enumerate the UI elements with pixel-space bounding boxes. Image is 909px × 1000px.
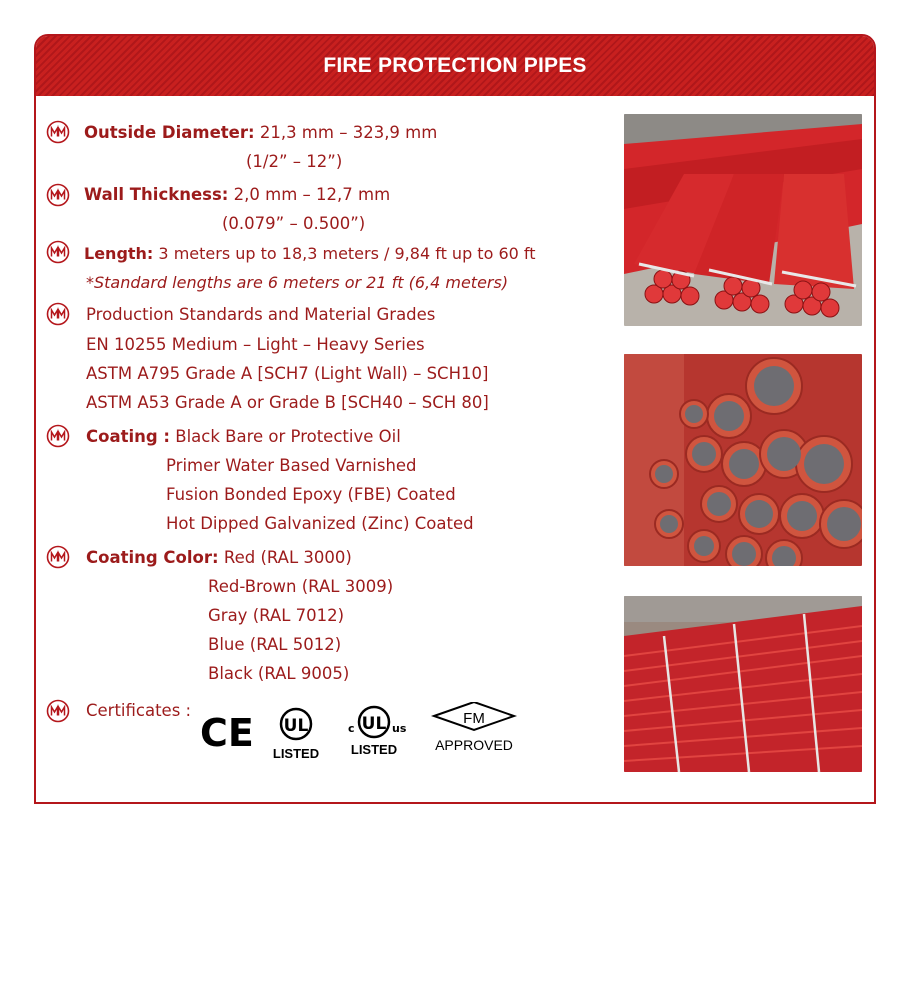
coating-color-item: Black (RAL 9005) xyxy=(208,664,350,683)
coating-color-item: Blue (RAL 5012) xyxy=(208,635,342,654)
wall-thickness-row xyxy=(84,180,390,209)
cul-mark-text: UL xyxy=(361,714,387,734)
coating-color-item: Gray (RAL 7012) xyxy=(208,606,345,625)
standards-label: Production Standards and Material Grades xyxy=(86,305,436,324)
page-title: FIRE PROTECTION PIPES xyxy=(323,54,587,77)
coating-color-item: Red-Brown (RAL 3009) xyxy=(208,577,394,596)
ul-listed-mark xyxy=(272,702,320,762)
wall-thickness-label: Wall Thickness: xyxy=(84,185,229,204)
outside-diameter-label: Outside Diameter: xyxy=(84,123,255,142)
coating-color-row xyxy=(86,543,352,572)
wall-thickness-value: 2,0 mm – 12,7 mm xyxy=(233,185,391,204)
ul-listed-text: LISTED xyxy=(272,746,320,761)
coating-color-item: Red (RAL 3000) xyxy=(223,548,352,567)
photo-pipe-stacks xyxy=(624,596,862,772)
fm-approved-mark xyxy=(434,702,514,753)
cul-us-text: us xyxy=(392,722,407,735)
photo-pipe-bundles xyxy=(624,114,862,326)
fm-mark-text: FM xyxy=(463,710,485,727)
coating-item: Hot Dipped Galvanized (Zinc) Coated xyxy=(166,514,474,533)
standard-item: ASTM A795 Grade A [SCH7 (Light Wall) – SCH10] xyxy=(86,364,489,383)
certificate-logos xyxy=(196,702,566,766)
cul-listed-text: LISTED xyxy=(350,742,398,757)
certificates-label: Certificates : xyxy=(86,701,192,720)
length-note: *Standard lengths are 6 meters or 21 ft (6,4 meters) xyxy=(86,273,509,292)
ce-text: CE xyxy=(200,711,254,755)
length-value: 3 meters up to 18,3 meters / 9,84 ft up to 60 ft xyxy=(158,244,536,263)
wall-thickness-inches: (0.079” – 0.500”) xyxy=(222,214,366,233)
mm-logo-icon xyxy=(46,240,70,264)
mm-logo-icon xyxy=(46,699,70,723)
cul-c-text: c xyxy=(348,722,355,735)
ul-mark-text: UL xyxy=(283,716,309,736)
mm-logo-icon xyxy=(46,302,70,326)
coating-row xyxy=(86,422,401,451)
length-label: Length: xyxy=(84,244,154,263)
coating-color-label: Coating Color: xyxy=(86,548,219,567)
photo-pipe-ends xyxy=(624,354,862,566)
coating-item: Primer Water Based Varnished xyxy=(166,456,417,475)
coating-item: Fusion Bonded Epoxy (FBE) Coated xyxy=(166,485,456,504)
standard-item: EN 10255 Medium – Light – Heavy Series xyxy=(86,335,425,354)
mm-logo-icon xyxy=(46,545,70,569)
standard-item: ASTM A53 Grade A or Grade B [SCH40 – SCH 80] xyxy=(86,393,489,412)
product-card xyxy=(34,34,876,804)
ce-mark xyxy=(200,711,254,755)
spec-list xyxy=(36,96,626,802)
mm-logo-icon xyxy=(46,424,70,448)
outside-diameter-value: 21,3 mm – 323,9 mm xyxy=(259,123,438,142)
cul-listed-mark xyxy=(348,707,407,757)
outside-diameter-row xyxy=(84,118,437,147)
fm-approved-text: APPROVED xyxy=(435,737,513,753)
header-banner xyxy=(36,36,874,96)
mm-logo-icon xyxy=(46,183,70,207)
length-row xyxy=(84,239,536,268)
outside-diameter-inches: (1/2” – 12”) xyxy=(246,152,343,171)
mm-logo-icon xyxy=(46,120,70,144)
coating-label: Coating : xyxy=(86,427,171,446)
coating-item: Black Bare or Protective Oil xyxy=(175,427,401,446)
